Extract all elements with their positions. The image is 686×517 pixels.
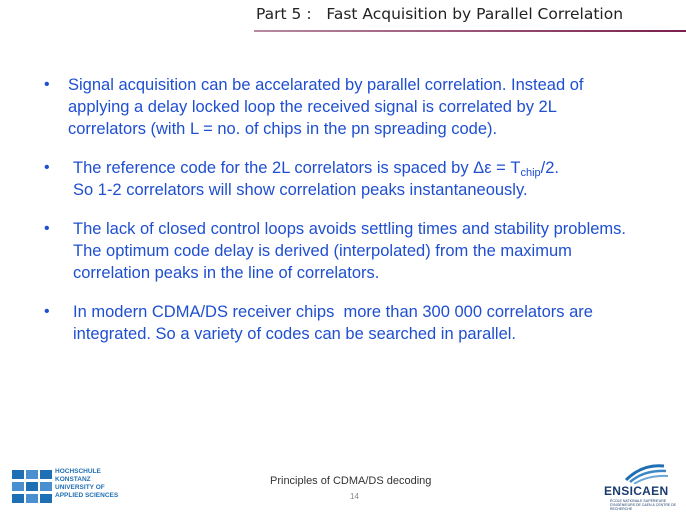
bullet-4-line-2: integrated. So a variety of codes can be searched in parallel. — [73, 325, 517, 343]
bullet-2-text-a: The reference code for the 2L correlators is spaced by Δε = T — [73, 159, 521, 177]
slide-part-label: Part 5 : — [256, 5, 312, 23]
bullet-4-line-1: In modern CDMA/DS receiver chips more than 300 000 correlators are — [73, 303, 593, 321]
bullet-2-line-2: So 1-2 correlators will show correlation peaks instantaneously. — [73, 181, 528, 199]
logo-line: APPLIED SCIENCES — [55, 492, 119, 499]
logo-line: KONSTANZ — [55, 476, 91, 483]
bullet-marker: • — [44, 303, 50, 320]
ensicaen-name: ENSICAEN — [604, 484, 669, 498]
bullet-1-line-2: applying a delay locked loop the received signal is correlated by 2L — [68, 98, 557, 116]
chip-subscript: chip — [520, 167, 541, 179]
htwg-logo-icon — [12, 470, 52, 503]
slide-title — [256, 5, 623, 23]
logo-line: UNIVERSITY OF — [55, 484, 105, 491]
title-underline — [254, 30, 686, 32]
logo-line: HOCHSCHULE — [55, 468, 101, 475]
bullet-marker: • — [44, 76, 50, 93]
ensicaen-subtitle: ÉCOLE NATIONALE SUPÉRIEURE D'INGÉNIEURS DE CAEN & CENTRE DE RECHERCHE — [610, 499, 677, 511]
bullet-3-line-1: The lack of closed control loops avoids settling times and stability problems. — [73, 220, 627, 238]
bullet-3-line-2: The optimum code delay is derived (interpolated) from the maximum — [73, 242, 572, 260]
bullet-2-text-b: /2. — [540, 159, 559, 177]
page-number: 14 — [350, 492, 359, 501]
bullet-3-line-3: correlation peaks in the line of correlators. — [73, 264, 380, 282]
ensicaen-wave-icon — [612, 462, 672, 484]
slide-heading: Fast Acquisition by Parallel Correlation — [326, 5, 624, 23]
bullet-1-line-1: Signal acquisition can be accelarated by parallel correlation. Instead of — [68, 76, 584, 94]
bullet-marker: • — [44, 220, 50, 237]
bullet-marker: • — [44, 159, 50, 176]
bullet-2-line-1 — [73, 157, 559, 179]
footer-title: Principles of CDMA/DS decoding — [270, 475, 432, 487]
bullet-1-line-3: correlators (with L = no. of chips in the pn spreading code). — [68, 120, 498, 138]
htwg-logo-text — [55, 468, 118, 500]
